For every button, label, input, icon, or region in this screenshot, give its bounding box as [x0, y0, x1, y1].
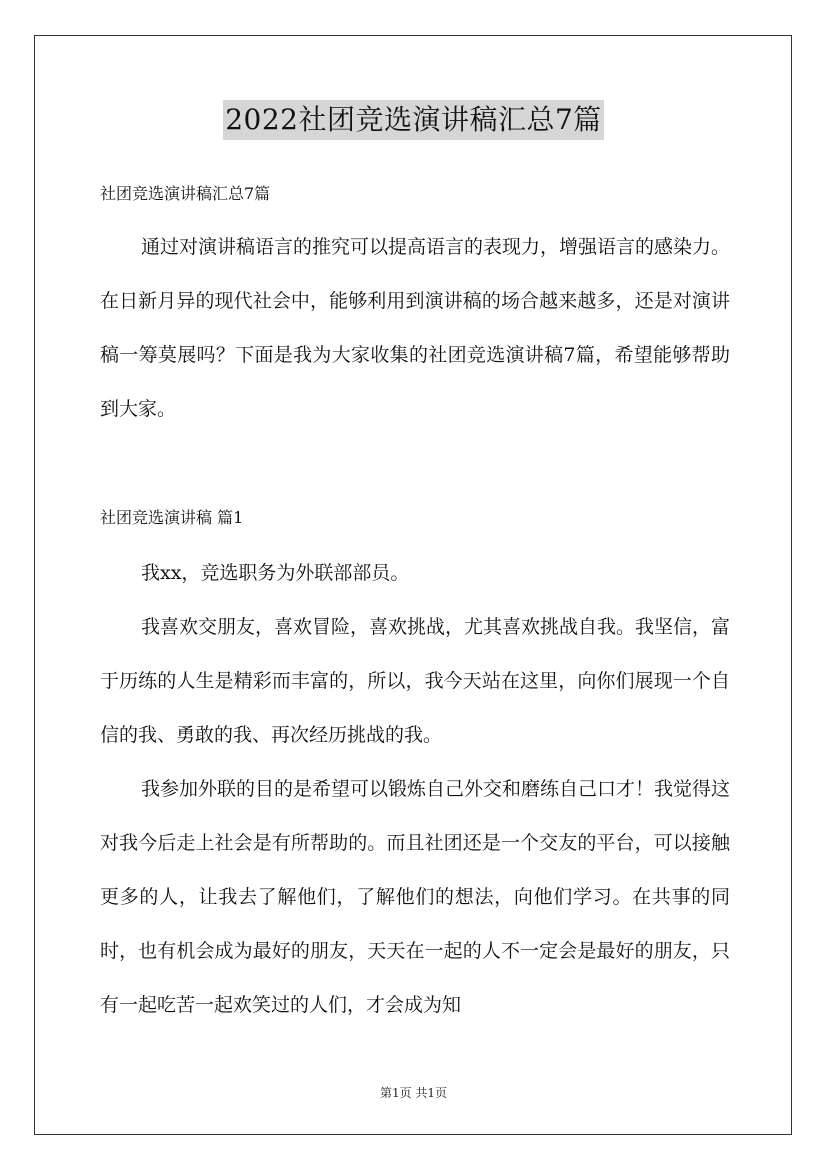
title-container [0, 100, 827, 140]
intro-paragraph: 通过对演讲稿语言的推究可以提高语言的表现力，增强语言的感染力。在日新月异的现代社会中，能够利用到演讲稿的场合越来越多，还是对演讲稿一筹莫展吗？下面是我为大家收集的社团竞选演讲稿7篇，希望能够帮助到大家。 [100, 236, 731, 420]
body-paragraph-2: 我喜欢交朋友，喜欢冒险，喜欢挑战，尤其喜欢挑战自我。我坚信，富于历练的人生是精彩而丰富的，所以，我今天站在这里，向你们展现一个自信的我、勇敢的我、再次经历挑战的我。 [100, 616, 731, 746]
section-heading: 社团竞选演讲稿 篇1 [100, 508, 244, 527]
document-title: 2022社团竞选演讲稿汇总7篇 [223, 100, 604, 140]
page-footer: 第1页 共1页 [379, 1086, 448, 1100]
document-subtitle: 社团竞选演讲稿汇总7篇 [100, 184, 271, 203]
body-paragraph-1: 我xx，竞选职务为外联部部员。 [141, 562, 410, 584]
body-paragraph-3: 我参加外联的目的是希望可以锻炼自己外交和磨练自己口才！我觉得这对我今后走上社会是有所帮助的。而且社团还是一个交友的平台，可以接触更多的人，让我去了解他们，了解他们的想法，向他们学习。在共事的同时，也有机会成为最好的朋友，天天在一起的人不一定会是最好的朋友，只有一起吃苦一起欢笑过的人们，才会成为知 [100, 778, 731, 1016]
